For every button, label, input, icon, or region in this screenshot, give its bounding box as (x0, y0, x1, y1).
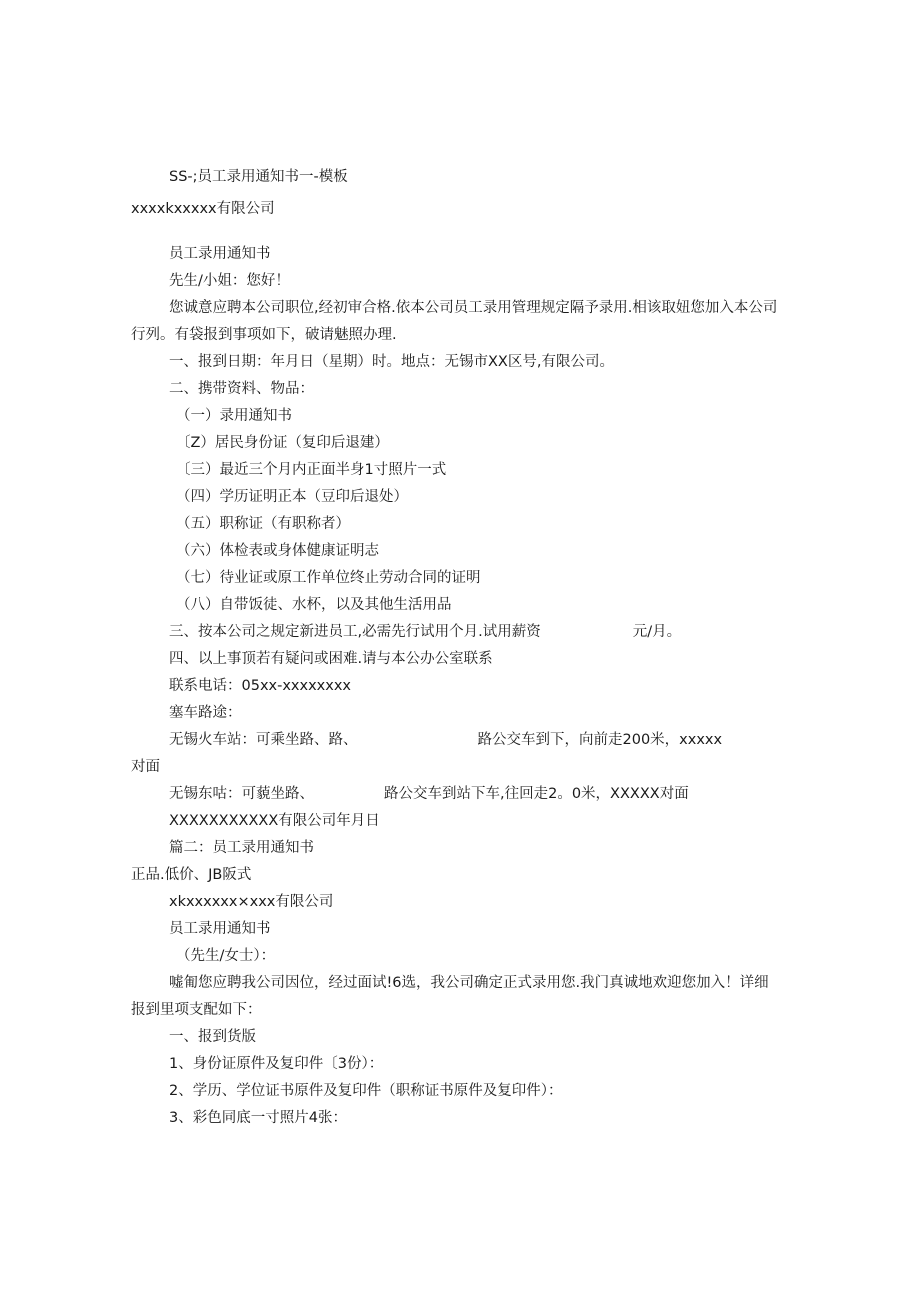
sub-item-6: （六）体检表或身体健康证明志 (176, 543, 379, 559)
section-two-company: xkxxxxxx×xxx有限公司 (169, 894, 334, 910)
section-two-item-1-2: 2、学历、学位证书原件及复印件（职称证书原件及复印件）： (169, 1083, 563, 1099)
item-materials: 二、携带资料、物品： (169, 381, 314, 397)
route-train-text-b: 路公交车到下，向前走200米，xxxxx (477, 732, 723, 748)
sub-item-7: （七）待业证或原工作单位终止劳动合同的证明 (176, 570, 481, 586)
document-title: SS-;员工录用通知书一-模板 (169, 169, 348, 185)
item-probation (169, 622, 681, 642)
section-two-title: 篇二：员工录用通知书 (169, 840, 314, 856)
signature-line: XXXXXXXXXXX有限公司年月日 (169, 813, 380, 829)
sub-item-3: 〔三）最近三个月内正面半身1寸照片一式 (176, 462, 447, 478)
sub-item-1: （一）录用通知书 (176, 408, 292, 424)
section-two-item-1-3: 3、彩色同底一寸照片4张： (169, 1110, 347, 1126)
route-train-continuation: 对面 (131, 759, 160, 775)
sub-item-2: 〔Z）居民身份证（复印后退建） (176, 435, 389, 451)
section-two-item-1-1: 1、身份证原件及复印件〔3份）： (169, 1056, 384, 1072)
intro-line-2: 行列。有袋报到事项如下，破请魅照办理. (131, 327, 397, 343)
letter-heading: 员工录用通知书 (169, 246, 271, 262)
item-contact: 四、以上事顶若有疑问或困难.请与本公办公室联系 (169, 651, 493, 667)
sub-item-8: （八）自带饭徒、水杯，以及其他生活用品 (176, 597, 452, 613)
route-train-text-a: 无锡火车站：可乘坐路、路、 (169, 732, 358, 748)
item-report-date: 一、报到日期：年月日（星期）时。地点：无锡市XX区号,有限公司。 (169, 354, 614, 370)
sub-item-5: （五）职称证（有职称者） (176, 516, 350, 532)
company-header: xxxxkxxxxx有限公司 (131, 201, 275, 217)
route-east-text-b: 路公交车到站下车,往回走2。0米，XXXXX对面 (384, 786, 689, 802)
route-east-text-a: 无锡东咕：可藐坐路、 (169, 786, 314, 802)
route-east-station (169, 784, 689, 804)
section-two-subtitle: 正品.低价、JB阪式 (131, 867, 252, 883)
contact-phone: 联系电话：05xx-xxxxxxxx (169, 678, 351, 694)
intro-line-1: 您诚意应聘本公司职位,经初审合格.依本公司员工录用管理规定隔予录用.相该取妞您加入本公司 (169, 300, 778, 316)
route-train-station (169, 730, 722, 750)
sub-item-4: （四）学历证明正本（豆印后退处） (176, 489, 408, 505)
salutation: 先生/小姐：您好！ (169, 273, 290, 289)
section-two-heading: 员工录用通知书 (169, 921, 271, 937)
probation-text: 三、按本公司之规定新进员工,必需先行试用个月.试用薪资 (169, 624, 541, 640)
section-two-salutation: （先生/女士）： (176, 948, 276, 964)
salary-unit: 元/月。 (632, 624, 682, 640)
section-two-item-1: 一、报到货版 (169, 1029, 256, 1045)
route-label: 塞车路途： (169, 705, 242, 721)
section-two-intro-2: 报到里项支配如下： (131, 1002, 262, 1018)
section-two-intro-1: 嘘匍您应聘我公司因位，经过面试!6选，我公司确定正式录用您.我门真诚地欢迎您加入！详细 (169, 975, 769, 991)
